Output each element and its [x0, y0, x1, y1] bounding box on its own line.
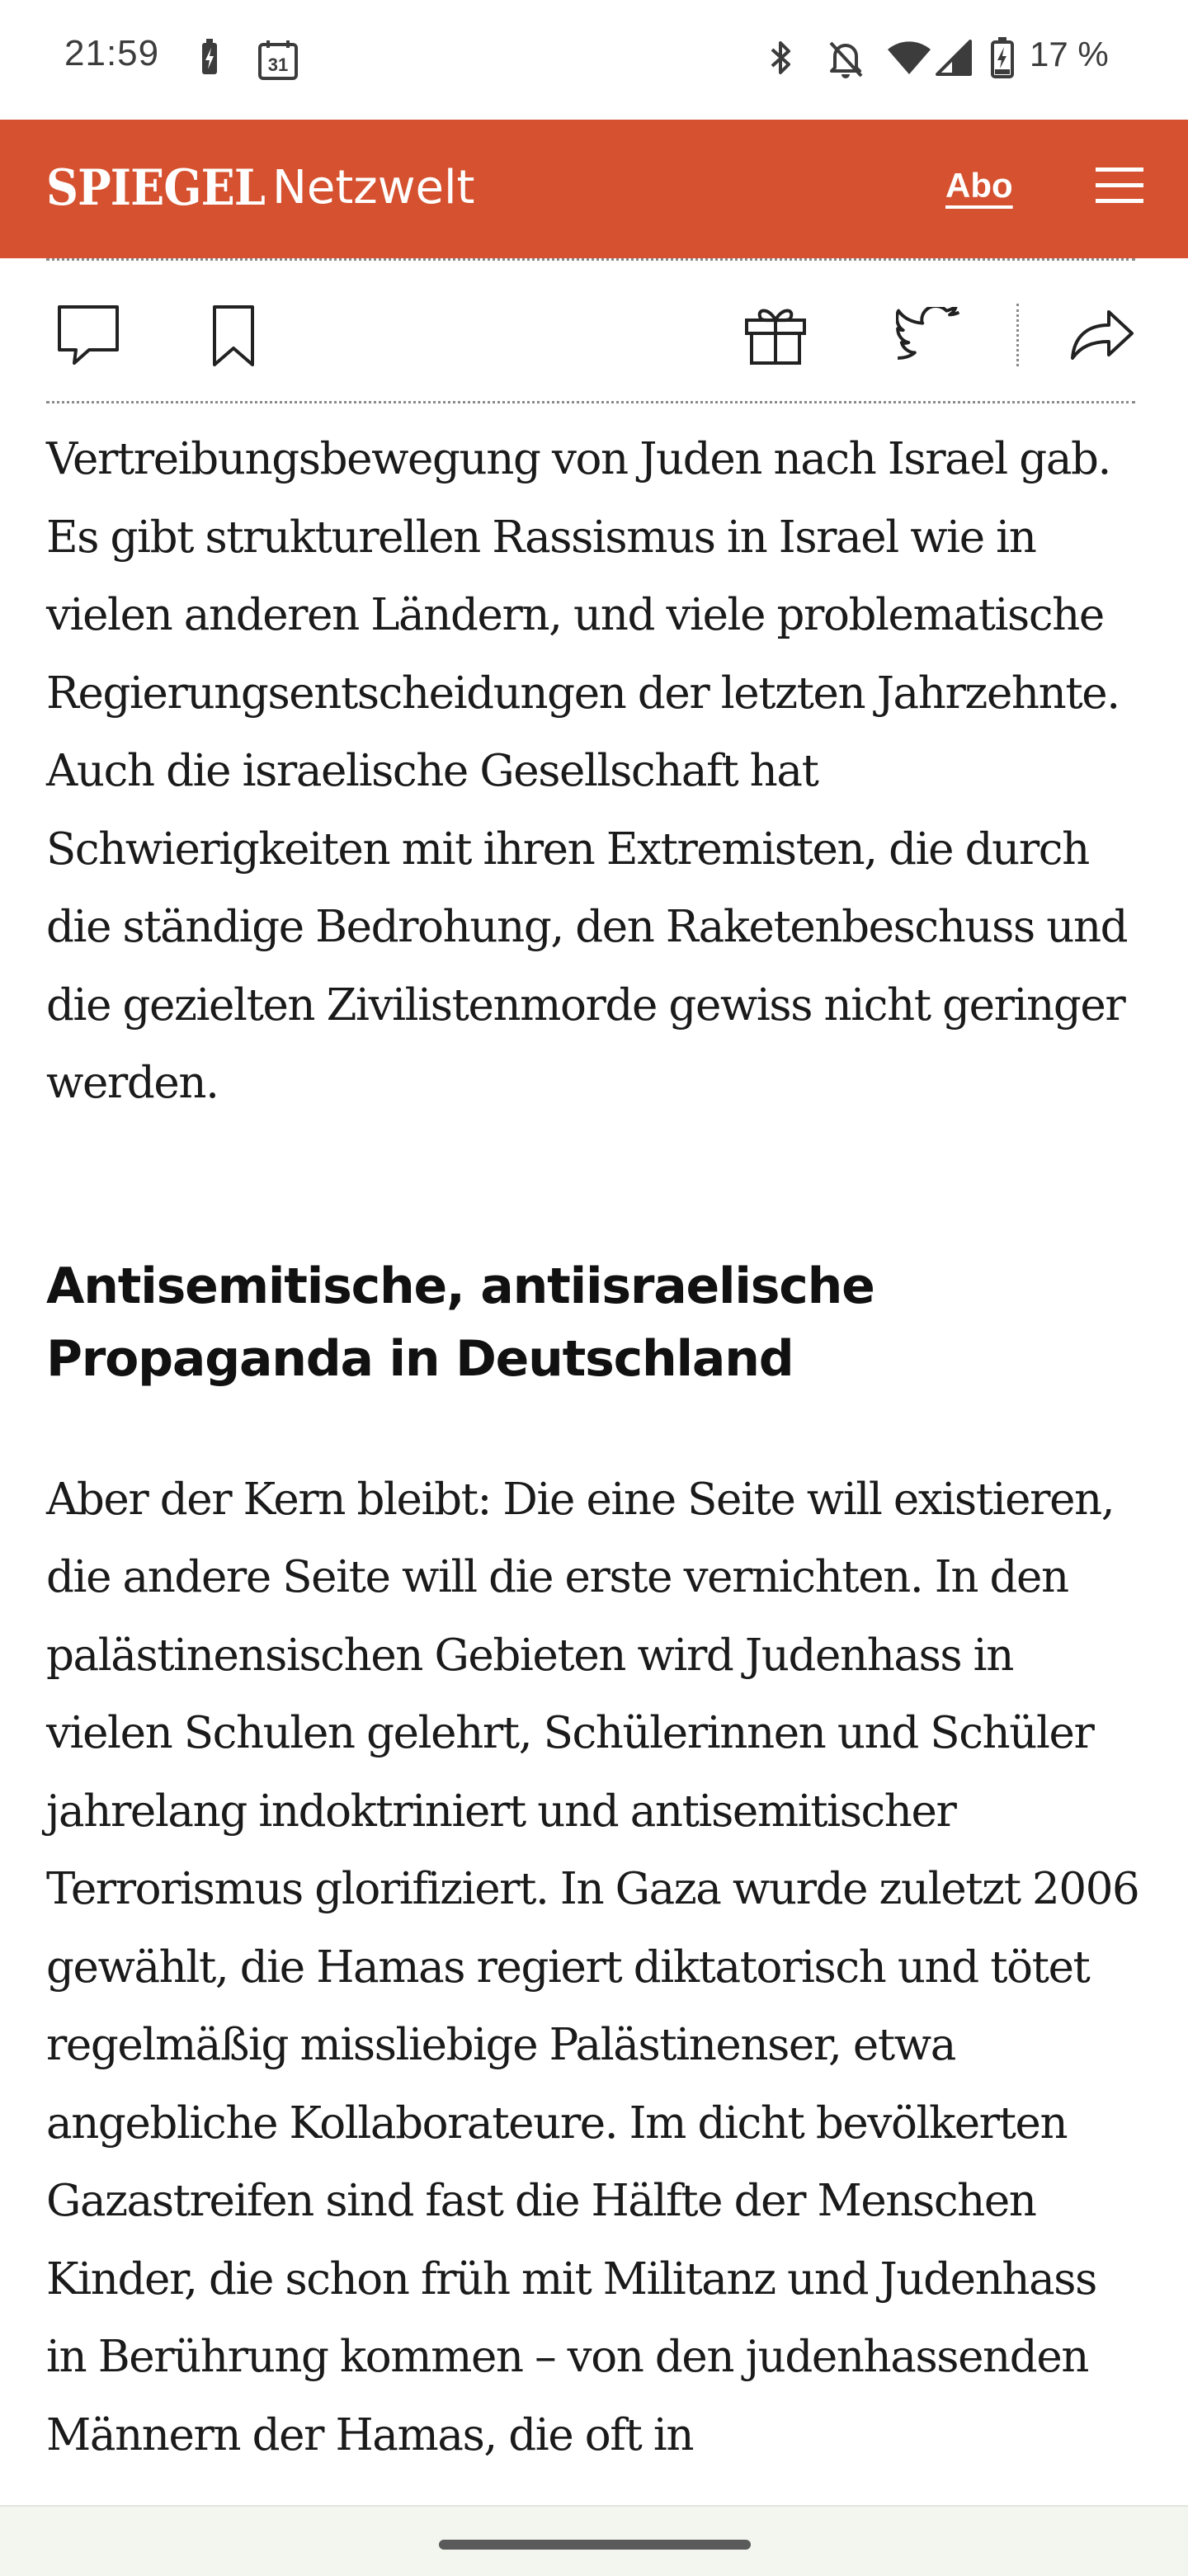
subscribe-link[interactable]: Abo: [945, 166, 1013, 205]
battery-icon: [990, 36, 1015, 79]
share-icon[interactable]: [1069, 307, 1135, 361]
battery-saver-icon: [200, 38, 219, 76]
status-time: 21:59: [64, 33, 160, 73]
battery-percent: 17 %: [1030, 35, 1109, 73]
site-header: [0, 120, 1188, 258]
mute-icon: [827, 38, 865, 79]
brand-logo[interactable]: SPIEGEL: [46, 159, 265, 217]
bookmark-icon[interactable]: [211, 304, 256, 368]
wifi-icon: [886, 40, 932, 76]
bluetooth-icon: [769, 38, 794, 78]
twitter-icon[interactable]: [896, 307, 962, 361]
article-body: [46, 421, 1143, 2475]
gift-icon[interactable]: [744, 302, 807, 366]
toolbar-separator: [1016, 304, 1019, 366]
comment-icon[interactable]: [56, 304, 120, 366]
article-paragraph: Vertreibungsbewegung von Juden nach Israel gab. Es gibt strukturellen Rassismus in Israel wie in vielen anderen Ländern, und viele problematische Regierungsentscheidungen der letzten Jahrzehnte. Auch die israelische Gesellschaft hat Schwierigkeiten mit ihren Extremisten, die durch die ständige Bedrohung, den Raketenbeschuss und die gezielten Zivilistenmorde gewiss nicht geringer werden.: [46, 434, 1128, 1108]
system-navigation-bar: [0, 2505, 1188, 2576]
signal-icon: [936, 40, 972, 76]
gesture-handle[interactable]: [439, 2540, 751, 2550]
article-subheading: Antisemitische, antiisraelische Propaganda in Deutschland: [46, 1257, 874, 1388]
calendar-day: 31: [267, 54, 289, 75]
calendar-icon: [257, 40, 299, 81]
status-bar: [0, 0, 1188, 120]
hamburger-menu-icon[interactable]: [1096, 166, 1143, 205]
article-toolbar: [46, 258, 1135, 403]
article-paragraph: Aber der Kern bleibt: Die eine Seite will existieren, die andere Seite will die erste vernichten. In den palästinensischen Gebieten wird Judenhass in vielen Schulen gelehrt, Schülerinnen und Schüler jahrelang indoktriniert und antisemitischer Terrorismus glorifiziert. In Gaza wurde zuletzt 2006 gewählt, die Hamas regiert diktatorisch und tötet regelmäßig missliebige Palästinenser, etwa angebliche Kollaborateure. Im dicht bevölkerten Gazastreifen sind fast die Hälfte der Menschen Kinder, die schon früh mit Militanz und Judenhass in Berührung kommen – von den judenhassenden Männern der Hamas, die oft in: [46, 1474, 1139, 2460]
section-name[interactable]: Netzwelt: [272, 161, 475, 215]
